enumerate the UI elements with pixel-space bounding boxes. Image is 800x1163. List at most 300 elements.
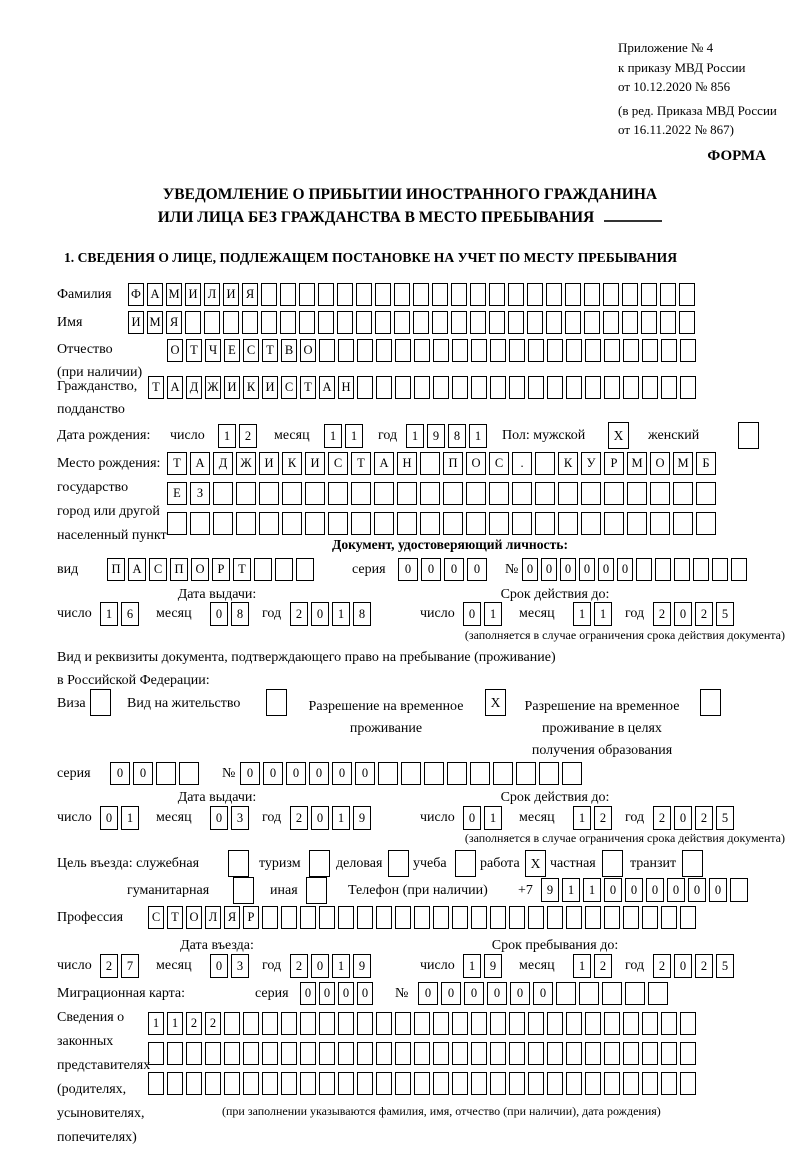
form-cell[interactable]: [319, 906, 335, 929]
form-cell[interactable]: [414, 1012, 430, 1035]
form-cell[interactable]: [319, 1042, 335, 1065]
form-cell[interactable]: [471, 1012, 487, 1035]
form-cell[interactable]: [636, 558, 652, 581]
form-cell[interactable]: [535, 482, 555, 505]
form-cell[interactable]: [224, 1012, 240, 1035]
form-cell[interactable]: 1: [324, 424, 342, 448]
form-cell[interactable]: [376, 906, 392, 929]
form-cell[interactable]: 0: [133, 762, 153, 785]
form-cell[interactable]: [650, 512, 670, 535]
form-cell[interactable]: 1: [573, 602, 591, 626]
form-cell[interactable]: [305, 482, 325, 505]
form-cell[interactable]: [224, 1072, 240, 1095]
form-cell[interactable]: Т: [167, 906, 183, 929]
form-cell[interactable]: 0: [463, 806, 481, 830]
form-cell[interactable]: [357, 376, 373, 399]
form-cell[interactable]: [447, 762, 467, 785]
form-cell[interactable]: 1: [148, 1012, 164, 1035]
form-cell[interactable]: 0: [688, 878, 706, 902]
form-cell[interactable]: [90, 689, 111, 716]
form-cell[interactable]: 0: [300, 982, 316, 1005]
form-cell[interactable]: X: [608, 422, 629, 449]
form-cell[interactable]: [414, 1072, 430, 1095]
form-cell[interactable]: [509, 376, 525, 399]
form-cell[interactable]: [471, 339, 487, 362]
form-cell[interactable]: 1: [594, 602, 612, 626]
form-cell[interactable]: [281, 1012, 297, 1035]
form-cell[interactable]: Т: [148, 376, 164, 399]
form-cell[interactable]: [528, 339, 544, 362]
form-cell[interactable]: О: [167, 339, 183, 362]
form-cell[interactable]: [420, 512, 440, 535]
form-cell[interactable]: [547, 376, 563, 399]
form-cell[interactable]: 0: [286, 762, 306, 785]
form-cell[interactable]: В: [281, 339, 297, 362]
form-cell[interactable]: [673, 482, 693, 505]
form-cell[interactable]: [243, 1072, 259, 1095]
form-cell[interactable]: [661, 1072, 677, 1095]
form-cell[interactable]: О: [186, 906, 202, 929]
form-cell[interactable]: [357, 1042, 373, 1065]
form-cell[interactable]: [604, 1072, 620, 1095]
form-cell[interactable]: [585, 1042, 601, 1065]
form-cell[interactable]: [493, 762, 513, 785]
form-cell[interactable]: [585, 339, 601, 362]
form-cell[interactable]: 1: [484, 602, 502, 626]
form-cell[interactable]: [470, 762, 490, 785]
form-cell[interactable]: 3: [231, 806, 249, 830]
form-cell[interactable]: [558, 482, 578, 505]
form-cell[interactable]: М: [166, 283, 182, 306]
form-cell[interactable]: Е: [224, 339, 240, 362]
form-cell[interactable]: [374, 482, 394, 505]
form-cell[interactable]: [319, 1072, 335, 1095]
form-cell[interactable]: [357, 1072, 373, 1095]
form-cell[interactable]: [318, 311, 334, 334]
form-cell[interactable]: [642, 1072, 658, 1095]
form-cell[interactable]: [623, 906, 639, 929]
form-cell[interactable]: [357, 906, 373, 929]
form-cell[interactable]: [584, 311, 600, 334]
form-cell[interactable]: [443, 512, 463, 535]
form-cell[interactable]: [679, 283, 695, 306]
form-cell[interactable]: 0: [522, 558, 538, 581]
form-cell[interactable]: [376, 376, 392, 399]
form-cell[interactable]: [547, 1072, 563, 1095]
form-cell[interactable]: П: [443, 452, 463, 475]
form-cell[interactable]: [395, 376, 411, 399]
form-cell[interactable]: [167, 1042, 183, 1065]
form-cell[interactable]: [627, 482, 647, 505]
form-cell[interactable]: [179, 762, 199, 785]
form-cell[interactable]: Б: [696, 452, 716, 475]
form-cell[interactable]: 8: [353, 602, 371, 626]
form-cell[interactable]: 0: [604, 878, 622, 902]
form-cell[interactable]: [622, 311, 638, 334]
form-cell[interactable]: [696, 482, 716, 505]
form-cell[interactable]: И: [128, 311, 144, 334]
form-cell[interactable]: Я: [242, 283, 258, 306]
form-cell[interactable]: [395, 1042, 411, 1065]
form-cell[interactable]: [433, 1042, 449, 1065]
form-cell[interactable]: [642, 1012, 658, 1035]
form-cell[interactable]: X: [525, 850, 546, 877]
form-cell[interactable]: [388, 850, 409, 877]
form-cell[interactable]: И: [305, 452, 325, 475]
form-cell[interactable]: Ж: [205, 376, 221, 399]
form-cell[interactable]: [650, 482, 670, 505]
form-cell[interactable]: Р: [243, 906, 259, 929]
form-cell[interactable]: [489, 311, 505, 334]
form-cell[interactable]: [585, 1072, 601, 1095]
form-cell[interactable]: 1: [484, 806, 502, 830]
form-cell[interactable]: [470, 311, 486, 334]
form-cell[interactable]: [455, 850, 476, 877]
form-cell[interactable]: [648, 982, 668, 1005]
form-cell[interactable]: П: [107, 558, 125, 581]
form-cell[interactable]: [566, 1072, 582, 1095]
form-cell[interactable]: [451, 311, 467, 334]
form-cell[interactable]: 0: [598, 558, 614, 581]
form-cell[interactable]: .: [512, 452, 532, 475]
form-cell[interactable]: [604, 1042, 620, 1065]
form-cell[interactable]: [148, 1042, 164, 1065]
form-cell[interactable]: [156, 762, 176, 785]
form-cell[interactable]: Т: [351, 452, 371, 475]
form-cell[interactable]: [566, 906, 582, 929]
form-cell[interactable]: 9: [353, 806, 371, 830]
form-cell[interactable]: [299, 283, 315, 306]
form-cell[interactable]: С: [243, 339, 259, 362]
form-cell[interactable]: 2: [594, 954, 612, 978]
form-cell[interactable]: [604, 512, 624, 535]
form-cell[interactable]: 1: [218, 424, 236, 448]
form-cell[interactable]: [254, 558, 272, 581]
form-cell[interactable]: [351, 512, 371, 535]
form-cell[interactable]: [414, 376, 430, 399]
form-cell[interactable]: [318, 283, 334, 306]
form-cell[interactable]: [565, 311, 581, 334]
form-cell[interactable]: [528, 906, 544, 929]
form-cell[interactable]: М: [147, 311, 163, 334]
form-cell[interactable]: 0: [625, 878, 643, 902]
form-cell[interactable]: [213, 482, 233, 505]
form-cell[interactable]: [300, 1072, 316, 1095]
form-cell[interactable]: 5: [716, 602, 734, 626]
form-cell[interactable]: 3: [231, 954, 249, 978]
form-cell[interactable]: 1: [573, 954, 591, 978]
form-cell[interactable]: 0: [309, 762, 329, 785]
form-cell[interactable]: 2: [290, 954, 308, 978]
form-cell[interactable]: [535, 512, 555, 535]
form-cell[interactable]: [660, 311, 676, 334]
form-cell[interactable]: [625, 982, 645, 1005]
form-cell[interactable]: [167, 512, 187, 535]
form-cell[interactable]: [470, 283, 486, 306]
form-cell[interactable]: 0: [311, 602, 329, 626]
form-cell[interactable]: [581, 512, 601, 535]
form-cell[interactable]: [680, 339, 696, 362]
form-cell[interactable]: [452, 1012, 468, 1035]
form-cell[interactable]: О: [466, 452, 486, 475]
form-cell[interactable]: [490, 1012, 506, 1035]
form-cell[interactable]: [558, 512, 578, 535]
form-cell[interactable]: [337, 311, 353, 334]
form-cell[interactable]: С: [281, 376, 297, 399]
form-cell[interactable]: И: [185, 283, 201, 306]
form-cell[interactable]: [680, 1072, 696, 1095]
form-cell[interactable]: [337, 283, 353, 306]
form-cell[interactable]: [414, 906, 430, 929]
form-cell[interactable]: 0: [240, 762, 260, 785]
form-cell[interactable]: [204, 311, 220, 334]
form-cell[interactable]: [338, 906, 354, 929]
form-cell[interactable]: [228, 850, 249, 877]
form-cell[interactable]: [679, 311, 695, 334]
form-cell[interactable]: Ф: [128, 283, 144, 306]
form-cell[interactable]: Я: [166, 311, 182, 334]
form-cell[interactable]: [490, 339, 506, 362]
form-cell[interactable]: [680, 1012, 696, 1035]
form-cell[interactable]: А: [128, 558, 146, 581]
form-cell[interactable]: [547, 1012, 563, 1035]
form-cell[interactable]: 0: [263, 762, 283, 785]
form-cell[interactable]: [680, 376, 696, 399]
form-cell[interactable]: [603, 311, 619, 334]
form-cell[interactable]: 2: [695, 954, 713, 978]
form-cell[interactable]: [424, 762, 444, 785]
form-cell[interactable]: [452, 1072, 468, 1095]
form-cell[interactable]: [509, 1072, 525, 1095]
form-cell[interactable]: [528, 376, 544, 399]
form-cell[interactable]: [452, 376, 468, 399]
form-cell[interactable]: [604, 1012, 620, 1035]
form-cell[interactable]: [414, 339, 430, 362]
form-cell[interactable]: 0: [674, 954, 692, 978]
form-cell[interactable]: [394, 311, 410, 334]
form-cell[interactable]: 0: [541, 558, 557, 581]
form-cell[interactable]: О: [191, 558, 209, 581]
form-cell[interactable]: [528, 1012, 544, 1035]
form-cell[interactable]: 0: [338, 982, 354, 1005]
form-cell[interactable]: 0: [617, 558, 633, 581]
form-cell[interactable]: [300, 1012, 316, 1035]
form-cell[interactable]: 2: [100, 954, 118, 978]
form-cell[interactable]: [466, 512, 486, 535]
form-cell[interactable]: [433, 376, 449, 399]
form-cell[interactable]: [243, 1012, 259, 1035]
form-cell[interactable]: [309, 850, 330, 877]
form-cell[interactable]: [401, 762, 421, 785]
form-cell[interactable]: [674, 558, 690, 581]
form-cell[interactable]: 1: [562, 878, 580, 902]
form-cell[interactable]: [471, 1042, 487, 1065]
form-cell[interactable]: С: [149, 558, 167, 581]
form-cell[interactable]: 2: [594, 806, 612, 830]
form-cell[interactable]: [433, 906, 449, 929]
form-cell[interactable]: П: [170, 558, 188, 581]
form-cell[interactable]: [528, 1042, 544, 1065]
form-cell[interactable]: 0: [319, 982, 335, 1005]
form-cell[interactable]: 1: [100, 602, 118, 626]
form-cell[interactable]: 0: [667, 878, 685, 902]
form-cell[interactable]: [661, 1012, 677, 1035]
form-cell[interactable]: 1: [332, 602, 350, 626]
form-cell[interactable]: [547, 1042, 563, 1065]
form-cell[interactable]: А: [147, 283, 163, 306]
form-cell[interactable]: [433, 1072, 449, 1095]
form-cell[interactable]: [338, 1042, 354, 1065]
form-cell[interactable]: [509, 339, 525, 362]
form-cell[interactable]: 0: [674, 602, 692, 626]
form-cell[interactable]: [328, 512, 348, 535]
form-cell[interactable]: [357, 339, 373, 362]
form-cell[interactable]: 0: [444, 558, 464, 581]
form-cell[interactable]: [509, 1042, 525, 1065]
form-cell[interactable]: [512, 512, 532, 535]
form-cell[interactable]: [566, 1042, 582, 1065]
form-cell[interactable]: [261, 283, 277, 306]
form-cell[interactable]: 0: [311, 806, 329, 830]
form-cell[interactable]: [693, 558, 709, 581]
form-cell[interactable]: [673, 512, 693, 535]
form-cell[interactable]: [585, 376, 601, 399]
form-cell[interactable]: Д: [213, 452, 233, 475]
form-cell[interactable]: [213, 512, 233, 535]
form-cell[interactable]: [376, 1072, 392, 1095]
form-cell[interactable]: [186, 1072, 202, 1095]
form-cell[interactable]: 0: [709, 878, 727, 902]
form-cell[interactable]: Т: [262, 339, 278, 362]
form-cell[interactable]: [661, 1042, 677, 1065]
form-cell[interactable]: [642, 1042, 658, 1065]
form-cell[interactable]: [471, 376, 487, 399]
form-cell[interactable]: [432, 283, 448, 306]
form-cell[interactable]: [604, 482, 624, 505]
form-cell[interactable]: [509, 906, 525, 929]
form-cell[interactable]: [420, 482, 440, 505]
form-cell[interactable]: [566, 1012, 582, 1035]
form-cell[interactable]: [357, 1012, 373, 1035]
form-cell[interactable]: 1: [121, 806, 139, 830]
form-cell[interactable]: [623, 339, 639, 362]
form-cell[interactable]: [319, 339, 335, 362]
form-cell[interactable]: Е: [167, 482, 187, 505]
form-cell[interactable]: [547, 339, 563, 362]
form-cell[interactable]: 2: [653, 806, 671, 830]
form-cell[interactable]: 0: [332, 762, 352, 785]
form-cell[interactable]: 2: [653, 602, 671, 626]
form-cell[interactable]: [281, 906, 297, 929]
form-cell[interactable]: Т: [233, 558, 251, 581]
form-cell[interactable]: [148, 1072, 164, 1095]
form-cell[interactable]: 0: [674, 806, 692, 830]
form-cell[interactable]: [490, 906, 506, 929]
form-cell[interactable]: 2: [695, 602, 713, 626]
form-cell[interactable]: [223, 311, 239, 334]
form-cell[interactable]: [185, 311, 201, 334]
form-cell[interactable]: 0: [357, 982, 373, 1005]
form-cell[interactable]: [546, 283, 562, 306]
form-cell[interactable]: [527, 311, 543, 334]
form-cell[interactable]: 8: [231, 602, 249, 626]
form-cell[interactable]: [452, 1042, 468, 1065]
form-cell[interactable]: [466, 482, 486, 505]
form-cell[interactable]: О: [300, 339, 316, 362]
form-cell[interactable]: [266, 689, 287, 716]
form-cell[interactable]: [356, 311, 372, 334]
form-cell[interactable]: [508, 283, 524, 306]
form-cell[interactable]: И: [224, 376, 240, 399]
form-cell[interactable]: 0: [100, 806, 118, 830]
form-cell[interactable]: [471, 1072, 487, 1095]
form-cell[interactable]: [641, 311, 657, 334]
form-cell[interactable]: [351, 482, 371, 505]
form-cell[interactable]: С: [489, 452, 509, 475]
form-cell[interactable]: [604, 906, 620, 929]
form-cell[interactable]: [627, 512, 647, 535]
form-cell[interactable]: [300, 906, 316, 929]
form-cell[interactable]: У: [581, 452, 601, 475]
form-cell[interactable]: 6: [121, 602, 139, 626]
form-cell[interactable]: 0: [467, 558, 487, 581]
form-cell[interactable]: [661, 376, 677, 399]
form-cell[interactable]: [566, 376, 582, 399]
form-cell[interactable]: 2: [653, 954, 671, 978]
form-cell[interactable]: [452, 339, 468, 362]
form-cell[interactable]: 0: [533, 982, 553, 1005]
form-cell[interactable]: [603, 283, 619, 306]
form-cell[interactable]: [282, 482, 302, 505]
form-cell[interactable]: 1: [573, 806, 591, 830]
title-blank-line[interactable]: [604, 218, 662, 222]
form-cell[interactable]: 2: [290, 806, 308, 830]
form-cell[interactable]: [224, 1042, 240, 1065]
form-cell[interactable]: 7: [121, 954, 139, 978]
form-cell[interactable]: [585, 906, 601, 929]
form-cell[interactable]: [338, 1072, 354, 1095]
form-cell[interactable]: Т: [167, 452, 187, 475]
form-cell[interactable]: 2: [205, 1012, 221, 1035]
form-cell[interactable]: 0: [579, 558, 595, 581]
form-cell[interactable]: 2: [695, 806, 713, 830]
form-cell[interactable]: [413, 283, 429, 306]
form-cell[interactable]: [205, 1042, 221, 1065]
form-cell[interactable]: [623, 376, 639, 399]
form-cell[interactable]: [395, 1072, 411, 1095]
form-cell[interactable]: [186, 1042, 202, 1065]
form-cell[interactable]: [236, 482, 256, 505]
form-cell[interactable]: [642, 376, 658, 399]
form-cell[interactable]: [562, 762, 582, 785]
form-cell[interactable]: Я: [224, 906, 240, 929]
form-cell[interactable]: [738, 422, 759, 449]
form-cell[interactable]: [281, 1072, 297, 1095]
form-cell[interactable]: [242, 311, 258, 334]
form-cell[interactable]: [680, 1042, 696, 1065]
form-cell[interactable]: 9: [484, 954, 502, 978]
form-cell[interactable]: 0: [210, 806, 228, 830]
form-cell[interactable]: [259, 512, 279, 535]
form-cell[interactable]: [328, 482, 348, 505]
form-cell[interactable]: [296, 558, 314, 581]
form-cell[interactable]: [413, 311, 429, 334]
form-cell[interactable]: [509, 1012, 525, 1035]
form-cell[interactable]: [280, 283, 296, 306]
form-cell[interactable]: 0: [210, 602, 228, 626]
form-cell[interactable]: [682, 850, 703, 877]
form-cell[interactable]: [432, 311, 448, 334]
